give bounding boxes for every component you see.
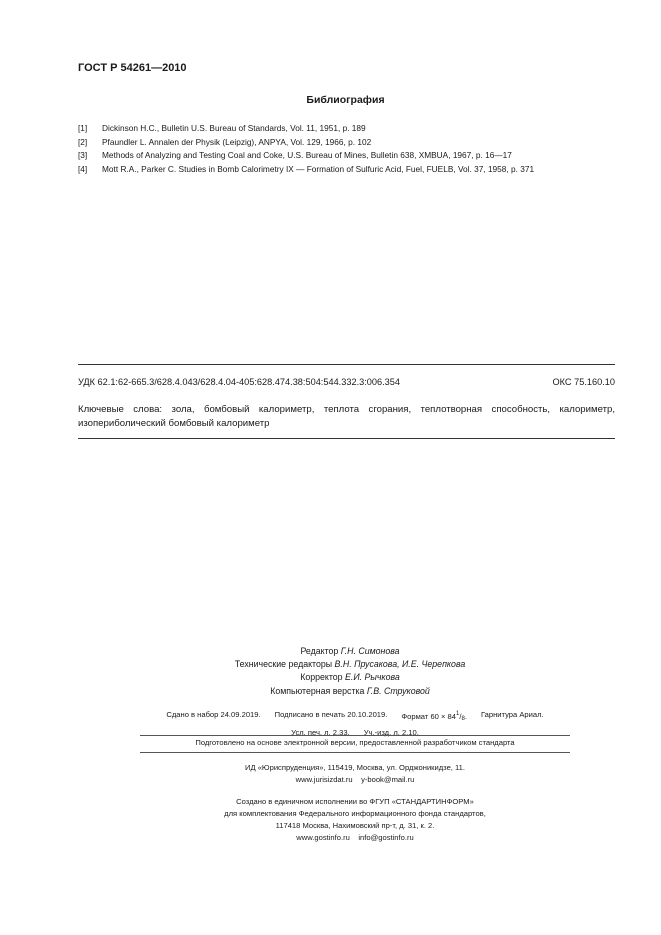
paper-format-sub: 8 [461,716,465,722]
producer-site[interactable]: www.gostinfo.ru [296,833,350,842]
publisher-address: ИД «Юриспруденция», 115419, Москва, ул. Орджоникидзе, 11. [244,763,466,772]
divider [140,752,570,753]
bibliography-item [78,149,638,163]
bibliography-item-text: Methods of Analyzing and Testing Coal and Coke, U.S. Bureau of Mines, Bulletin 638, XMBUA, 1967, p. 16—17 [102,150,512,161]
editor-name: Е.И. Рычкова [345,672,400,683]
bibliography-item [78,136,638,150]
divider [78,438,615,439]
bibliography-item-text: Mott R.A., Parker C. Studies in Bomb Calorimetry IX — Formation of Sulfuric Acid, Fuel, FUELB, Vol. 37, 1958, p. 371 [102,163,535,174]
publisher-email[interactable]: y-book@mail.ru [361,775,415,784]
publisher-site[interactable]: www.jurisizdat.ru [295,775,353,784]
producer-contacts [140,832,570,844]
bibliography-list [78,122,638,176]
paper-format-label: Формат 60 × 84 [401,712,456,721]
bibliography-item [78,122,638,136]
editor-line [140,645,560,658]
publishing-sheets: Уч.-изд. л. 2,10. [363,728,419,737]
bibliography-title: Библиография [306,94,385,106]
divider [140,735,570,736]
bibliography-item-number: [2] [78,136,88,147]
submitted-date: Сдано в набор 24.09.2019. [166,710,261,719]
editor-role: Редактор [300,646,339,656]
paper-format-sup: 1 [456,711,460,717]
bibliography-item-text: Pfaundler L. Annalen der Physik (Leipzig), ANPYA, Vol. 129, 1966, p. 102 [102,136,372,147]
print-sheets: Усл. печ. л. 2,33. [291,728,350,737]
keywords: Ключевые слова: зола, бомбовый калориметр, теплота сгорания, теплотворная способность, калориметр, изопериболический бомбовый калориметр [78,404,615,429]
editor-line [140,658,560,671]
producer-line: для комплектования Федерального информационного фонда стандартов, [224,809,486,818]
divider [78,364,615,365]
bibliography-item-number: [3] [78,150,88,161]
bibliography-item-number: [1] [78,123,88,133]
editor-role: Технические редакторы [234,659,333,670]
oks-code: ОКС 75.160.10 [552,377,615,387]
bibliography-item-number: [4] [78,163,88,174]
editor-role: Компьютерная верстка [270,685,365,696]
producer-address: 117418 Москва, Нахимовский пр-т, д. 31, к. 2. [275,821,435,830]
editor-name: Г.В. Струковой [366,685,430,696]
prepared-note: Подготовлено на основе электронной версии, предоставленной разработчиком стандарта [195,738,515,747]
paper-format: Формат $60 \times 84^1/_8$. [401,711,467,722]
publisher-contacts [140,774,570,786]
signed-date: Подписано в печать 20.10.2019. [274,710,388,719]
editors-block [140,645,560,698]
document-code: ГОСТ Р 54261—2010 [78,62,187,74]
publisher-block [140,762,570,786]
editor-role: Корректор [300,672,343,683]
producer-block [140,796,570,844]
editor-line [140,671,560,684]
bibliography-item [78,163,638,177]
bibliography-item-text: Dickinson H.C., Bulletin U.S. Bureau of Standards, Vol. 11, 1951, p. 189 [102,123,366,133]
editor-line [140,685,560,698]
editor-name: В.Н. Прусакова, И.Е. Черепкова [334,659,466,670]
udk-code: УДК 62.1:62-665.3/628.4.043/628.4.04-405:628.474.38:504:544.332.3:006.354 [78,377,400,387]
editor-name: Г.Н. Симонова [340,646,400,656]
print-info-row [140,708,570,726]
producer-line: Создано в единичном исполнении во ФГУП «СТАНДАРТИНФОРМ» [236,797,474,806]
producer-email[interactable]: info@gostinfo.ru [358,833,414,842]
typeface: Гарнитура Ариал. [480,710,544,719]
